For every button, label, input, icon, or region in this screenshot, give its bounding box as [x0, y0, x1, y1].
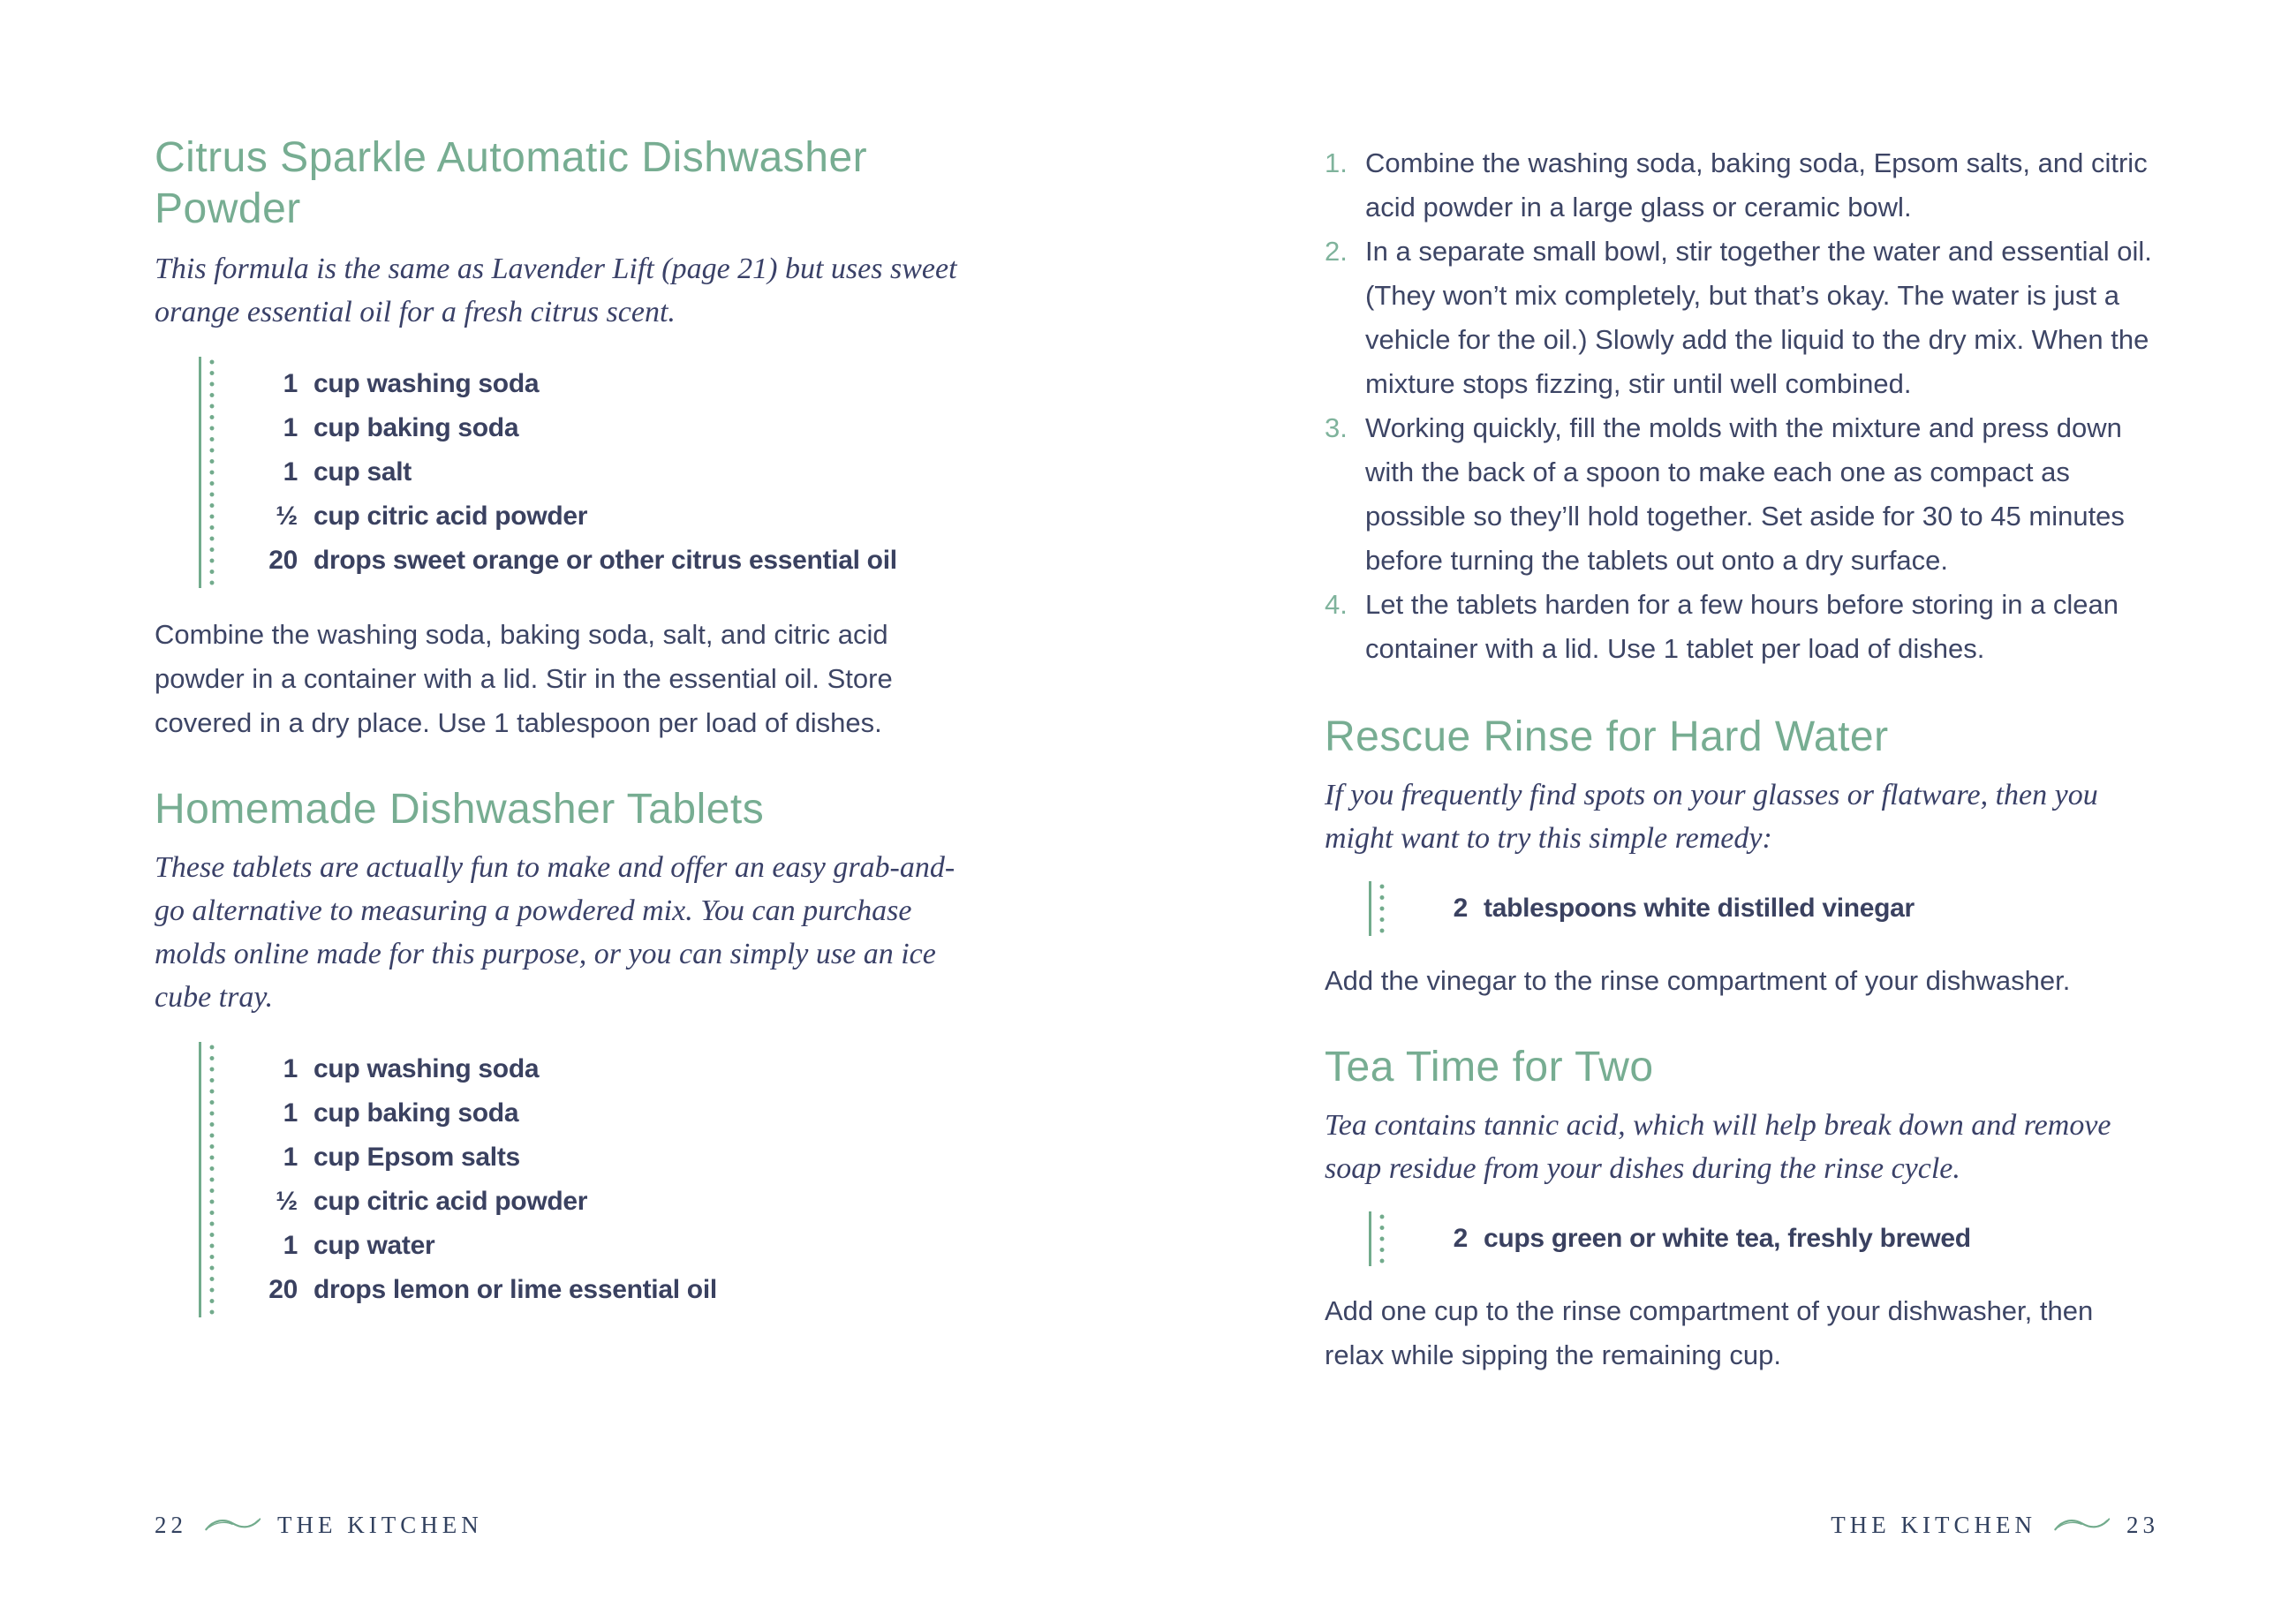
instruction-step — [1325, 141, 2159, 230]
step-number: 4. — [1325, 589, 1348, 620]
ingredient-qty: 1 — [283, 1054, 298, 1083]
left-page — [155, 0, 980, 1607]
ingredient-row — [236, 1180, 980, 1224]
ingredient-name: cup citric acid powder — [313, 502, 588, 531]
section-title: THE KITCHEN — [277, 1512, 483, 1538]
right-page — [1325, 0, 2159, 1607]
ingredient-name: cup baking soda — [313, 413, 519, 442]
recipe-title-tea-time: Tea Time for Two — [1325, 1044, 1654, 1090]
ingredient-rule-dotted — [209, 1045, 215, 1315]
recipe-intro-tea-time: Tea contains tannic acid, which will help break down and remove soap residue from your dishes during the rinse cycle. — [1325, 1109, 2111, 1185]
ingredient-row — [1406, 1217, 2159, 1261]
recipe-title-dishwasher-tablets: Homemade Dishwasher Tablets — [155, 786, 765, 833]
right-page-footer — [1831, 1512, 2159, 1539]
ingredient-qty: 20 — [268, 546, 298, 575]
ingredient-row — [1406, 886, 2159, 931]
ingredient-qty: 1 — [283, 1098, 298, 1128]
ingredient-row — [236, 1047, 980, 1091]
ingredient-qty: 1 — [283, 413, 298, 442]
ingredient-list-dishwasher-tablets — [199, 1042, 980, 1317]
recipe-title-citrus-sparkle: Citrus Sparkle Automatic Dishwasher Powder — [155, 134, 868, 232]
wave-ornament-icon — [203, 1515, 261, 1536]
left-page-footer — [155, 1512, 483, 1539]
ingredient-name: cup salt — [313, 457, 412, 487]
ingredient-row — [236, 362, 980, 406]
ingredient-name: tablespoons white distilled vinegar — [1484, 894, 1915, 923]
ingredient-rule-dotted — [1379, 1214, 1385, 1264]
recipe-intro-citrus-sparkle: This formula is the same as Lavender Lift (page 21) but uses sweet orange essential oil for a fresh citrus scent. — [155, 253, 957, 328]
ingredient-list-tea-time — [1369, 1211, 2159, 1266]
ingredient-qty: ½ — [276, 1187, 298, 1216]
instruction-step — [1325, 406, 2159, 583]
ingredient-rule-solid — [1369, 1211, 1371, 1266]
ingredient-row — [236, 1224, 980, 1268]
instruction-step — [1325, 230, 2159, 406]
ingredient-row — [236, 494, 980, 539]
ingredient-qty: 20 — [268, 1275, 298, 1304]
step-number: 1. — [1325, 147, 1348, 178]
section-title: THE KITCHEN — [1831, 1512, 2036, 1538]
instruction-step — [1325, 583, 2159, 671]
ingredient-row — [236, 1135, 980, 1180]
ingredient-qty: 1 — [283, 1231, 298, 1260]
ingredient-name: drops sweet orange or other citrus essential oil — [313, 546, 897, 575]
ingredient-qty: 1 — [283, 1143, 298, 1172]
instructions-tea-time: Add one cup to the rinse compartment of your dishwasher, then relax while sipping the remaining cup. — [1325, 1295, 2094, 1370]
ingredient-name: cup water — [313, 1231, 435, 1260]
ingredient-name: drops lemon or lime essential oil — [313, 1275, 717, 1304]
recipe-intro-dishwasher-tablets: These tablets are actually fun to make and offer an easy grab-and-go alternative to measuring a powdered mix. You can purchase molds online made for this purpose, or you can simply use an ice cube tray. — [155, 851, 955, 1014]
ingredient-rule-solid — [199, 357, 201, 588]
step-text: Working quickly, fill the molds with the mixture and press down with the back of a spoon to make each one as compact as possible so they’ll hold together. Set aside for 30 to 45 minutes before turning the tablets out onto a dry surface. — [1365, 412, 2125, 576]
ingredient-qty: 1 — [283, 369, 298, 398]
ingredient-row — [236, 406, 980, 450]
recipe-title-rescue-rinse: Rescue Rinse for Hard Water — [1325, 713, 1889, 760]
step-number: 3. — [1325, 412, 1348, 443]
ingredient-rule-solid — [1369, 881, 1371, 936]
ingredient-qty: 2 — [1453, 1224, 1468, 1253]
ingredient-name: cups green or white tea, freshly brewed — [1484, 1224, 1971, 1253]
page-number: 22 — [155, 1512, 187, 1538]
ingredient-qty: ½ — [276, 502, 298, 531]
ingredient-qty: 1 — [283, 457, 298, 487]
ingredient-name: cup citric acid powder — [313, 1187, 588, 1216]
ingredient-rule-solid — [199, 1042, 201, 1317]
ingredient-rule-dotted — [1379, 884, 1385, 933]
ingredient-list-rescue-rinse — [1369, 881, 2159, 936]
ingredient-name: cup Epsom salts — [313, 1143, 520, 1172]
instructions-rescue-rinse: Add the vinegar to the rinse compartment of your dishwasher. — [1325, 965, 2071, 996]
instructions-citrus-sparkle: Combine the washing soda, baking soda, salt, and citric acid powder in a container with a lid. Stir in the essential oil. Store covered in a dry place. Use 1 tablespoon per load of dishes. — [155, 619, 893, 738]
ingredient-list-citrus-sparkle — [199, 357, 980, 588]
step-text: In a separate small bowl, stir together the water and essential oil. (They won’t mix completely, but that’s okay. The water is just a vehicle for the oil.) Slowly add the liquid to the dry mix. When the mixture stops fizzing, stir until well combined. — [1365, 236, 2152, 399]
step-number: 2. — [1325, 236, 1348, 267]
ingredient-row — [236, 1091, 980, 1135]
ingredient-row — [236, 450, 980, 494]
ingredient-qty: 2 — [1453, 894, 1468, 923]
ingredient-name: cup washing soda — [313, 369, 540, 398]
ingredient-name: cup baking soda — [313, 1098, 519, 1128]
wave-ornament-icon — [2052, 1515, 2111, 1536]
ingredient-row — [236, 539, 980, 583]
ingredient-rule-dotted — [209, 359, 215, 585]
page-number: 23 — [2126, 1512, 2159, 1538]
ingredient-row — [236, 1268, 980, 1312]
step-text: Combine the washing soda, baking soda, Epsom salts, and citric acid powder in a large glass or ceramic bowl. — [1365, 147, 2148, 223]
tablet-steps-list — [1325, 141, 2159, 671]
recipe-intro-rescue-rinse: If you frequently find spots on your glasses or flatware, then you might want to try this simple remedy: — [1325, 779, 2098, 855]
step-text: Let the tablets harden for a few hours before storing in a clean container with a lid. Use 1 tablet per load of dishes. — [1365, 589, 2119, 664]
ingredient-name: cup washing soda — [313, 1054, 540, 1083]
